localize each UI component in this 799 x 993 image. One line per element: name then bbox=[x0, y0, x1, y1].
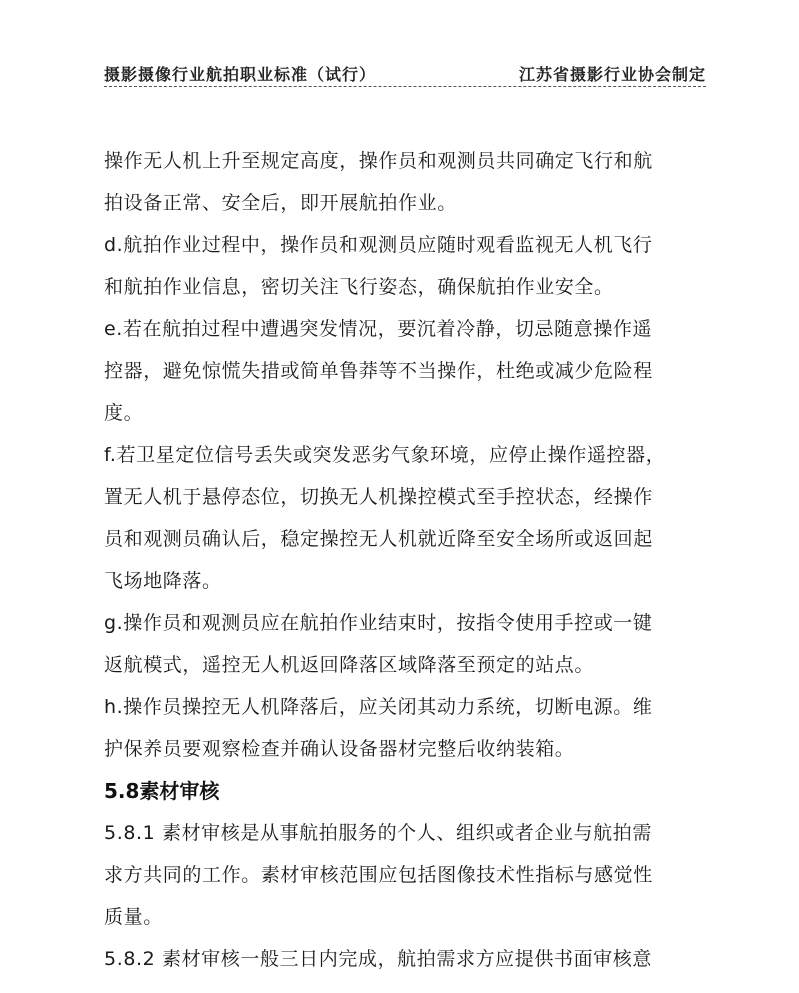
body-line: 置无人机于悬停态位，切换无人机操控模式至手控状态，经操作 bbox=[104, 486, 653, 508]
section-line: 求方共同的工作。素材审核范围应包括图像技术性指标与感觉性 bbox=[104, 864, 653, 886]
body-line: h.操作员操控无人机降落后，应关闭其动力系统，切断电源。维 bbox=[104, 696, 653, 718]
body-line: 和航拍作业信息，密切关注飞行姿态，确保航拍作业安全。 bbox=[104, 276, 614, 298]
body-line: f.若卫星定位信号丢失或突发恶劣气象环境，应停止操作遥控器， bbox=[104, 444, 666, 466]
body-line: g.操作员和观测员应在航拍作业结束时，按指令使用手控或一键 bbox=[104, 612, 653, 634]
header-standard-title: 摄影摄像行业航拍职业标准（试行） bbox=[104, 65, 377, 84]
page-header bbox=[104, 58, 706, 87]
body-line: 拍设备正常、安全后，即开展航拍作业。 bbox=[104, 192, 457, 214]
body-line: d.航拍作业过程中，操作员和观测员应随时观看监视无人机飞行 bbox=[104, 234, 653, 256]
section-line: 5.8.2 素材审核一般三日内完成，航拍需求方应提供书面审核意 bbox=[104, 948, 652, 970]
body-line: 员和观测员确认后，稳定操控无人机就近降至安全场所或返回起 bbox=[104, 528, 653, 550]
header-issuer: 江苏省摄影行业协会制定 bbox=[518, 65, 706, 84]
section-line: 5.8.1 素材审核是从事航拍服务的个人、组织或者企业与航拍需 bbox=[104, 822, 652, 844]
document-body bbox=[104, 140, 714, 980]
body-line: 返航模式，遥控无人机返回降落区域降落至预定的站点。 bbox=[104, 654, 595, 676]
body-line: 操作无人机上升至规定高度，操作员和观测员共同确定飞行和航 bbox=[104, 150, 653, 172]
body-line: e.若在航拍过程中遭遇突发情况，要沉着冷静，切忌随意操作遥 bbox=[104, 318, 653, 340]
body-line: 控器，避免惊慌失措或简单鲁莽等不当操作，杜绝或减少危险程 bbox=[104, 360, 653, 382]
body-line: 飞场地降落。 bbox=[104, 570, 222, 592]
body-line: 度。 bbox=[104, 402, 144, 424]
body-line: 护保养员要观察检查并确认设备器材完整后收纳装箱。 bbox=[104, 738, 575, 760]
section-line: 质量。 bbox=[104, 906, 163, 928]
section-heading: 5.8素材审核 bbox=[104, 779, 220, 803]
